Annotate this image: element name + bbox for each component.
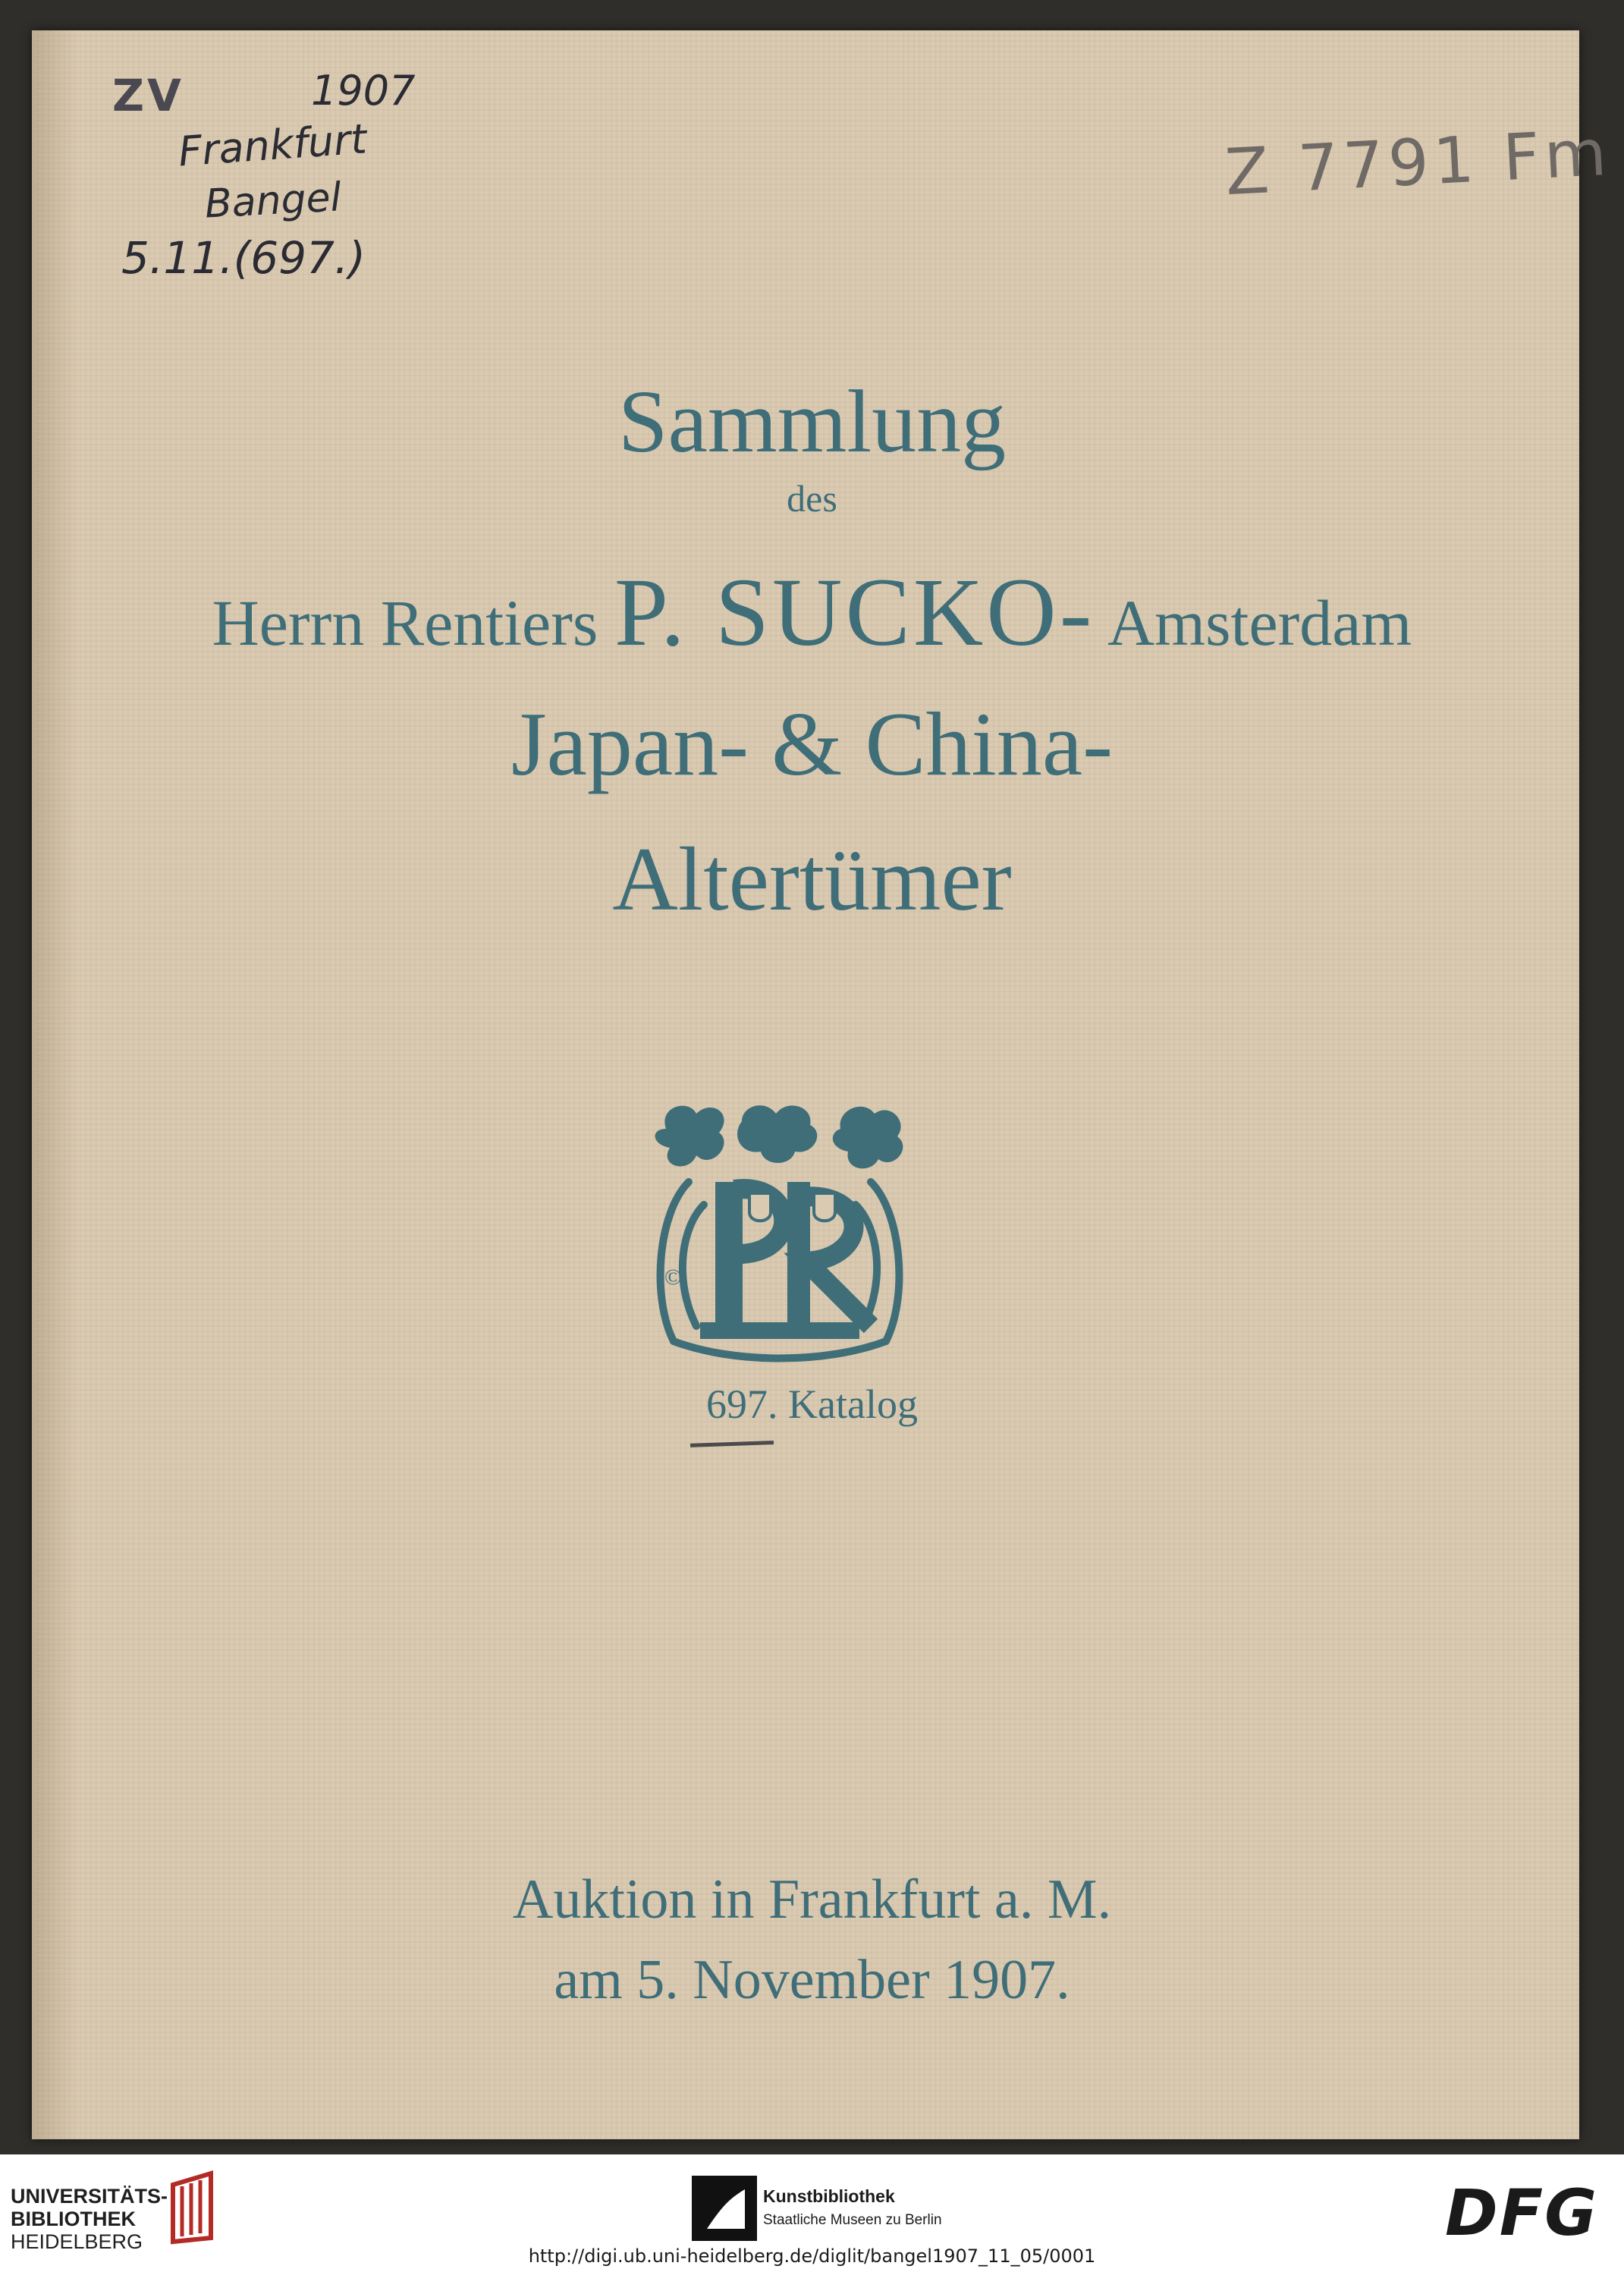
dfg-logo[interactable]: DFG [1445,2176,1599,2250]
handwritten-dealer: Bangel [203,174,343,228]
cover-spine-edge [32,30,35,2139]
title-sammlung: Sammlung [617,372,1007,471]
ub-heidelberg-label [11,2185,168,2253]
collector-line [0,557,1624,668]
kunstbibliothek-title: Kunstbibliothek [763,2186,895,2206]
pencil-shelfmark: Z 7791 Fm [1223,115,1613,210]
handwritten-city: Frankfurt [177,115,369,176]
ub-heidelberg-logo-icon[interactable] [165,2170,218,2245]
ub-line-1: UNIVERSITÄTS- [11,2185,168,2208]
kunstbibliothek-logo-icon[interactable] [692,2176,757,2241]
collector-city: Amsterdam [1107,586,1412,659]
auction-date: am 5. November 1907. [554,1949,1070,2011]
collector-prefix: Herrn Rentiers [212,586,598,659]
handwritten-year: 1907 [311,67,416,115]
collector-name: P. SUCKO- [614,558,1095,666]
ub-line-2: BIBLIOTHEK [11,2208,136,2230]
catalog-number: 697. Katalog [706,1381,918,1427]
kunstbibliothek-subtitle: Staatliche Museen zu Berlin [763,2212,942,2228]
subject-line-1: Japan- & China- [510,693,1114,794]
subject-line-2: Altertümer [612,828,1012,929]
catalog-cover [32,30,1579,2139]
permalink-url[interactable]: http://digi.ub.uni-heidelberg.de/diglit/bangel1907_11_05/0001 [528,2245,1096,2267]
ub-line-3: HEIDELBERG [11,2230,143,2253]
auction-location: Auktion in Frankfurt a. M. [512,1868,1112,1931]
publisher-monogram-logo [643,1098,916,1373]
svg-text:©: © [664,1265,682,1290]
title-des: des [787,477,837,520]
handwritten-date-reference: 5.11.(697.) [121,232,366,284]
zv-stamp: ZV [112,70,184,121]
